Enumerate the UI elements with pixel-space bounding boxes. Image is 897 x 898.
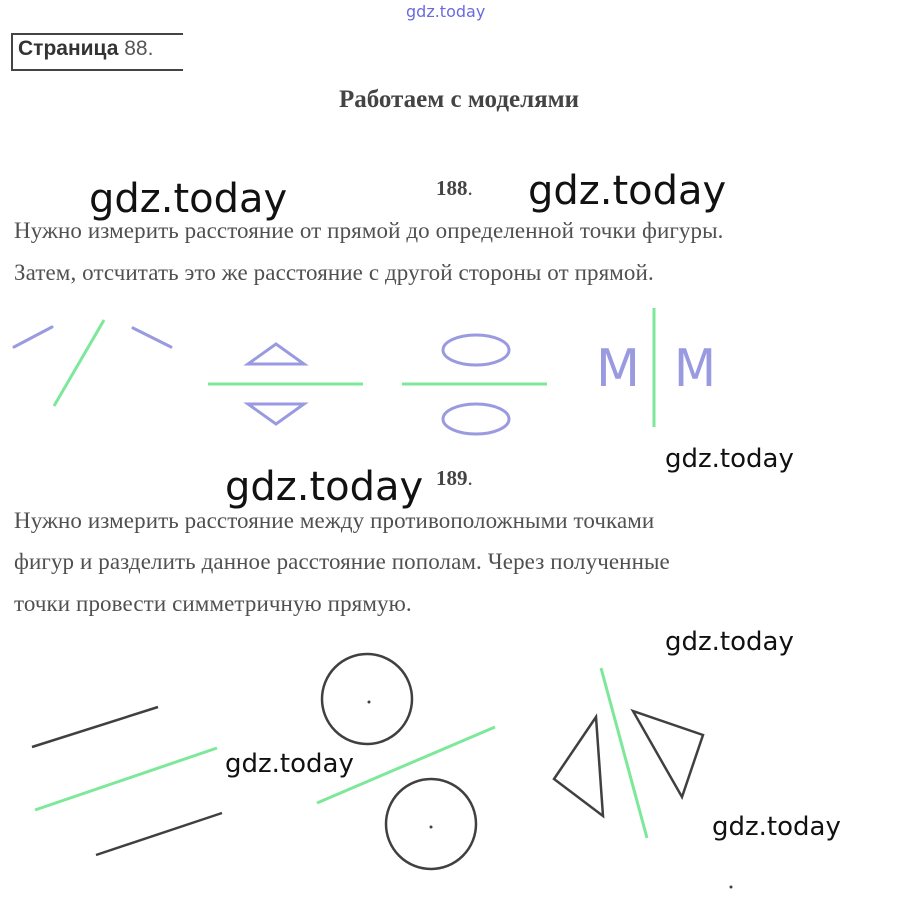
circle-lower: [386, 779, 476, 869]
figure-188-ellipses: [402, 335, 547, 434]
figure-189-triangles: [554, 668, 703, 838]
lines-axis: [35, 748, 217, 810]
ellipse-bottom: [443, 404, 509, 434]
circle-lower-center: [430, 826, 433, 829]
figure-189-lines: [32, 707, 222, 855]
watermark-1: gdz.today: [89, 176, 288, 222]
triangles-189-axis: [601, 668, 647, 838]
circle-upper-center: [368, 701, 371, 704]
watermark-7: gdz.today: [712, 812, 841, 842]
figure-188-chevron: [14, 320, 171, 406]
triangle-down: [248, 404, 304, 424]
page-number: 88.: [124, 37, 154, 60]
ellipse-top: [443, 335, 509, 365]
exercise-188-dot: .: [467, 176, 473, 200]
page-title: Работаем с моделями: [338, 86, 580, 113]
exercise-188-line-1: Нужно измерить расстояние от прямой до определенной точки фигуры.: [14, 218, 724, 243]
figure-188-triangles: [208, 344, 363, 424]
watermark-3: gdz.today: [225, 464, 424, 510]
triangle-right: [633, 711, 703, 797]
watermark-6: gdz.today: [225, 749, 354, 779]
exercise-189-line-1: Нужно измерить расстояние между противоположными точками: [14, 508, 655, 533]
exercise-189-dot: .: [467, 466, 473, 490]
watermark-2: gdz.today: [528, 168, 727, 214]
triangle-left: [554, 717, 603, 816]
line-upper: [32, 707, 158, 747]
watermark-4: gdz.today: [665, 444, 794, 474]
circle-upper: [322, 654, 412, 744]
watermark-5: gdz.today: [665, 627, 794, 657]
line-lower: [96, 813, 222, 855]
stray-dot: [730, 886, 733, 889]
chevron-axis: [54, 320, 104, 406]
chevron-left-segment: [14, 327, 52, 347]
letter-m-right: M: [674, 339, 716, 399]
page-label-text: Страница: [18, 37, 119, 60]
exercise-189-line-2: фигур и разделить данное расстояние пополам. Через полученные: [14, 549, 670, 574]
letter-m-left: M: [596, 339, 640, 399]
exercise-188-line-2: Затем, отсчитать это же расстояние с другой стороны от прямой.: [14, 260, 654, 285]
exercise-189-number-text: 189: [436, 466, 468, 490]
exercise-189-line-3: точки провести симметричную прямую.: [14, 591, 412, 616]
watermark-top: gdz.today: [406, 2, 486, 21]
figure-188-letters: [596, 308, 716, 427]
chevron-right-segment: [133, 328, 171, 347]
triangle-up: [248, 344, 304, 364]
exercise-188-number-text: 188: [436, 176, 468, 200]
